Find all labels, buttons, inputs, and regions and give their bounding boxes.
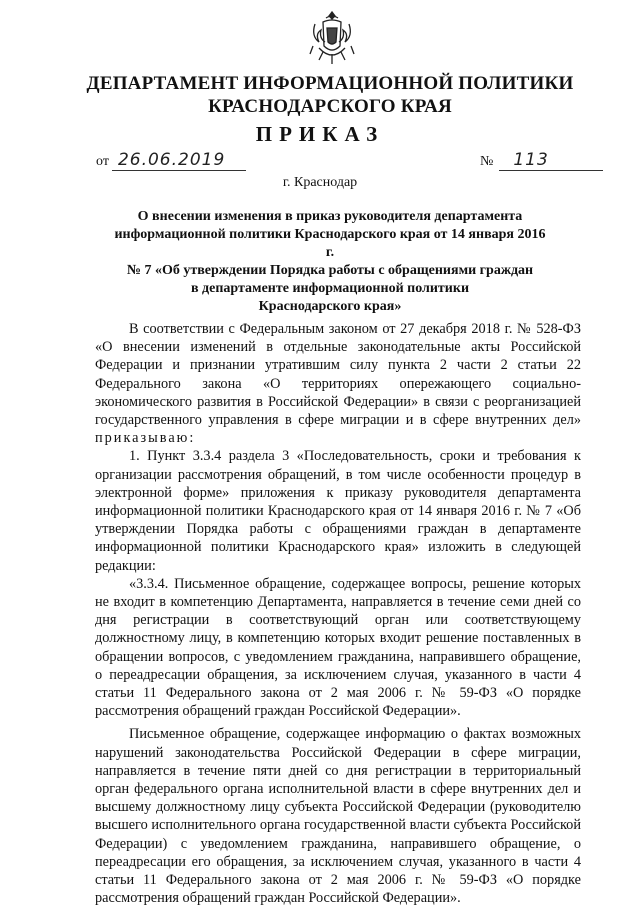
order-number <box>480 150 603 171</box>
order-title: ПРИКАЗ <box>255 122 385 146</box>
date-value: 26.06.2019 <box>112 150 246 171</box>
department-name <box>60 72 600 118</box>
preamble-text: В соответствии с Федеральным законом от 27 декабря 2018 г. № 528-ФЗ «О внесении изменений в отдельные законодательные акты Российской Федерации и признании утратившим силу пункта 2 части 2 статьи 22 Федерального закона «О территориях опережающего социально-экономического развития в Российской Федерации» в связи с реорганизацией государственного управления в сфере миграции и в сфере внутренних дел» <box>95 321 581 429</box>
item-1-paragraph: 1. Пункт 3.3.4 раздела 3 «Последовательность, сроки и требования к организации рассмотрения обращений, в том числе особенности процедур в электронной форме» приложения к приказу руководителя департамента информационной политики Краснодарского края от 14 января 2016 г. № 7 «Об утверждении Порядка работы с обращениями граждан в департаменте информационной политики Краснодарского края» изложить в следующей редакции: <box>95 448 581 574</box>
subject-line-2: информационной политики Краснодарского края от 14 января 2016 г. <box>114 227 546 260</box>
department-line-1: ДЕПАРТАМЕНТ ИНФОРМАЦИОННОЙ ПОЛИТИКИ <box>86 73 574 94</box>
subject-line-1: О внесении изменения в приказ руководителя департамента <box>137 209 523 224</box>
order-subject <box>110 208 550 316</box>
order-body <box>95 320 581 908</box>
quote-paragraph-2: Письменное обращение, содержащее информацию о фактах возможных нарушений законодательства Российской Федерации в сфере миграции, направляется в течение пяти дней со дня регистрации в территориальный орган федерального органа исполнительной власти в сфере внутренних дел и высшему должностному лицу субъекта Российской Федерации (руководителю высшего исполнительного органа государственной власти субъекта Российской Федерации) с уведомлением гражданина, направившего обращение, о переадресации его обращения, за исключением случая, указанного в части 4 статьи 11 Федерального закона от 2 мая 2006 г. № 59-ФЗ «О порядке рассмотрения обращений граждан Российской Федерации». <box>95 726 581 907</box>
preamble-paragraph <box>95 320 581 447</box>
number-value: 113 <box>499 150 603 171</box>
subject-line-4: в департаменте информационной политики <box>190 281 470 296</box>
quote-paragraph-1: «3.3.4. Письменное обращение, содержащее вопросы, решение которых не входит в компетенцию Департамента, направляется в течение семи дней со дня регистрации в соответствующий орган или соответствующему должностному лицу, в компетенцию которых входит решение поставленных в обращении вопросов, с уведомлением гражданина, направившего обращение, о переадресации обращения, за исключением случая, указанного в части 4 статьи 11 Федерального закона от 2 мая 2006 г. № 59-ФЗ «О порядке рассмотрения обращений граждан Российской Федерации». <box>95 575 581 720</box>
subject-line-5: Краснодарского края» <box>258 299 402 314</box>
orders-word: приказываю: <box>95 430 196 447</box>
department-line-2: КРАСНОДАРСКОГО КРАЯ <box>208 96 452 117</box>
coat-of-arms-icon <box>305 6 359 66</box>
subject-line-3: № 7 «Об утверждении Порядка работы с обращениями граждан <box>126 263 534 278</box>
number-prefix: № <box>480 154 494 169</box>
city: г. Краснодар <box>282 175 358 190</box>
order-date <box>96 150 246 171</box>
date-prefix: от <box>96 154 109 169</box>
